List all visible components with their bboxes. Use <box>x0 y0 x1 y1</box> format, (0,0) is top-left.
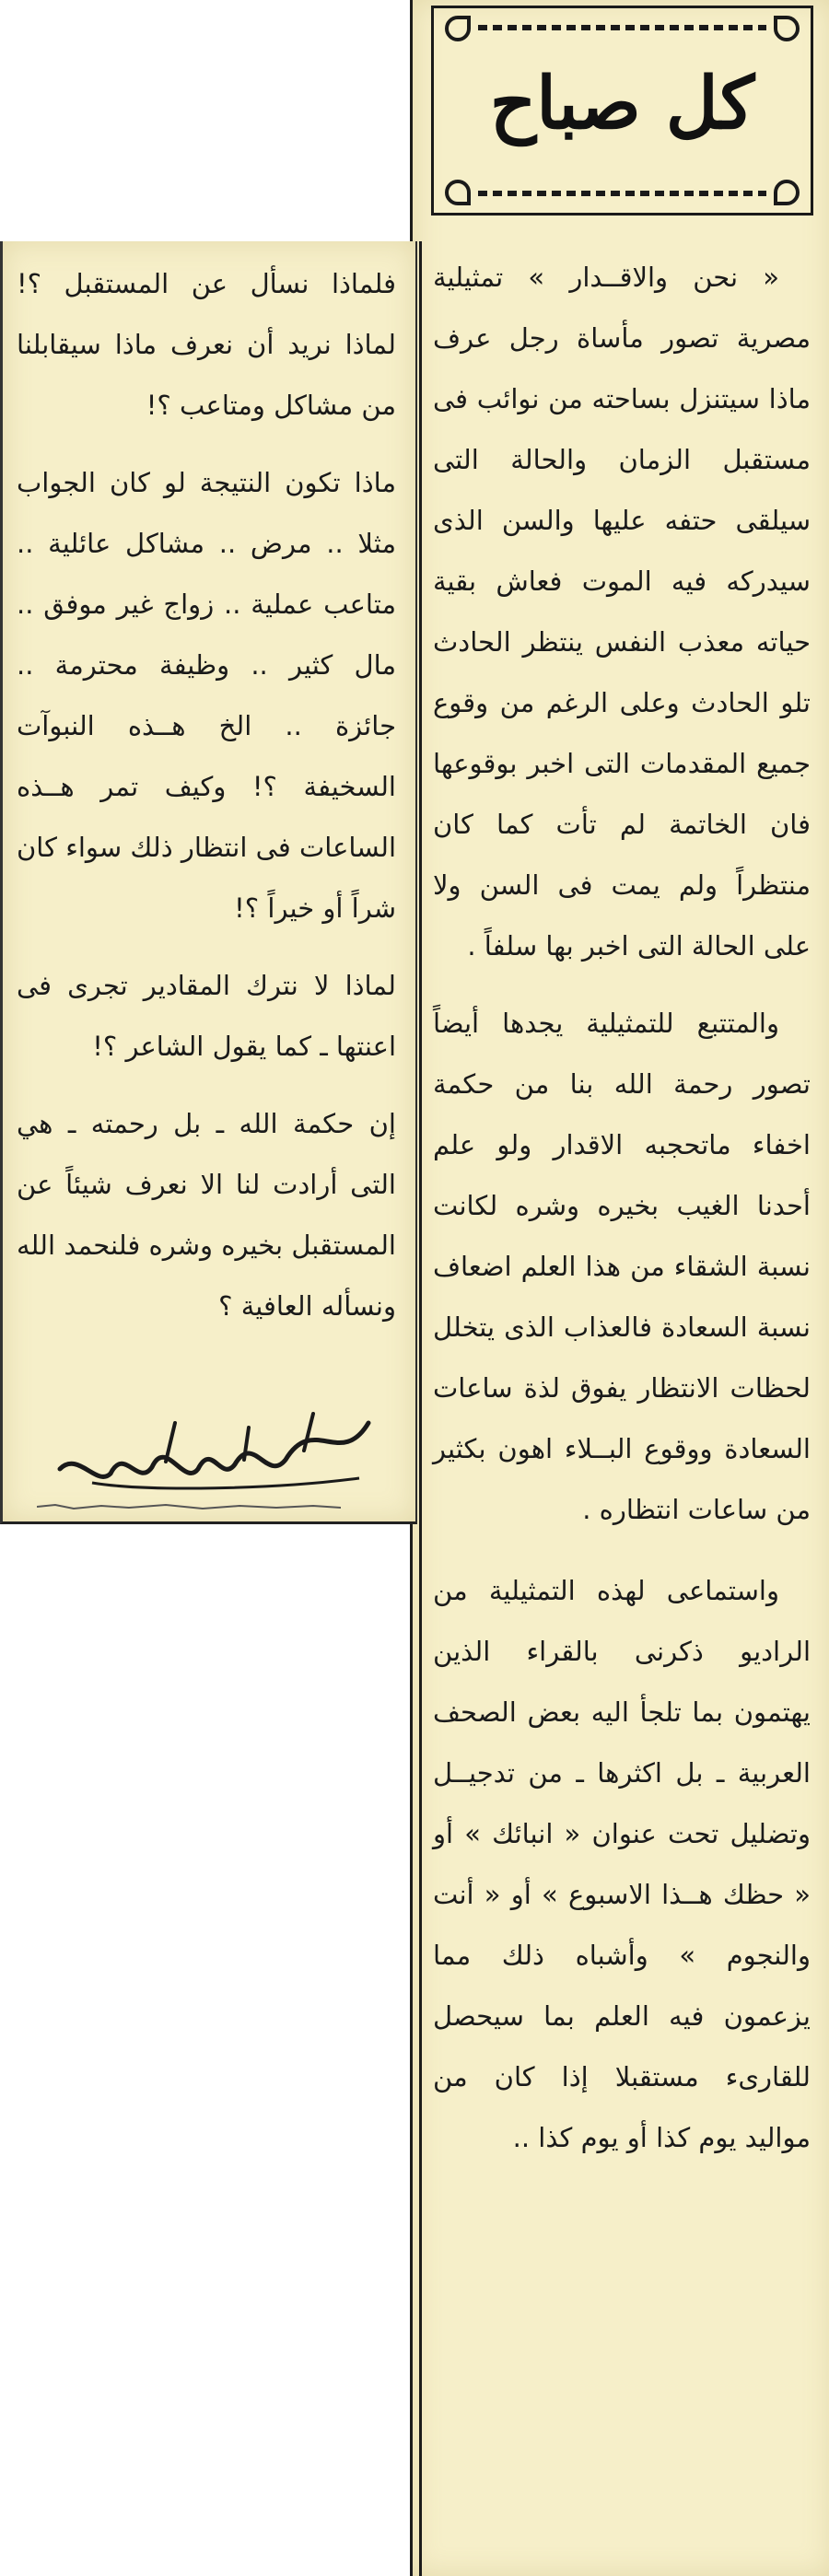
article-left-column <box>17 253 396 1353</box>
column-header-frame <box>431 6 813 216</box>
ornament-border-bottom <box>441 178 803 209</box>
ornament-corner-icon <box>772 12 803 43</box>
article-paragraph: « نحن والاقــدار » تمثيلية مصرية تصور مأساة رجل عرف ماذا سيتنزل بساحته من نوائب فى مستقبل الزمان والحالة التى سيلقى حتفه عليها والسن الذى سيدركه فيه الموت فعاش بقية حياته معذب النفس ينتظر الحادث تلو الحادث وعلى الرغم من وقوع جميع المقدمات التى اخبر بوقوعها فان الخاتمة لم تأت كما كان منتظراً ولم يمت فى السن ولا على الحالة التى اخبر بها سلفاً . <box>433 262 811 962</box>
article-right-column <box>433 247 811 2185</box>
article-paragraph: والمتتبع للتمثيلية يجدها أيضاً تصور رحمة الله بنا من حكمة اخفاء ماتحجبه الاقدار ولو علم أحدنا الغيب بخيره وشره لكانت نسبة الشقاء من هذا العلم اضعاف نسبة السعادة فالعذاب الذى يتخلل لحظات الانتظار يفوق لذة ساعات السعادة ووقوع البــلاء اهون بكثير من ساعات انتظاره . <box>433 1008 811 1525</box>
article-paragraph: فلماذا نسأل عن المستقبل ؟! لماذا نريد أن نعرف ماذا سيقابلنا من مشاكل ومتاعب ؟! <box>17 268 396 421</box>
ornament-corner-icon <box>772 178 803 209</box>
ornament-corner-icon <box>441 12 473 43</box>
article-paragraph: إن حكمة الله ـ بل رحمته ـ هي التى أرادت لنا الا نعرف شيئاً عن المستقبل بخيره وشره فلنحمد الله ونسأله العافية ؟ <box>17 1108 396 1322</box>
article-paragraph: واستماعى لهذه التمثيلية من الراديو ذكرنى بالقراء الذين يهتمون بما تلجأ اليه بعض الصحف العربية ـ بل اكثرها ـ من تدجيــل وتضليل تحت عنوان « انبائك » أو « حظك هــذا الاسبوع » أو « أنت والنجوم » وأشباه ذلك مما يزعمون فيه العلم بما سيحصل للقارىء مستقبلا إذا كان من مواليد يوم كذا أو يوم كذا .. <box>433 1575 811 2153</box>
ornament-border-top <box>441 12 803 43</box>
article-paragraph: ماذا تكون النتيجة لو كان الجواب مثلا .. مرض .. مشاكل عائلية .. متاعب عملية .. زواج غير موفق .. مال كثير .. وظيفة محترمة .. جائزة .. الخ هــذه النبوآت السخيفة ؟! وكيف تمر هــذه الساعات فى انتظار ذلك سواء كان شراً أو خيراً ؟! <box>17 467 396 924</box>
column-title: كل صباح <box>489 62 755 146</box>
torn-print-edge <box>37 1501 341 1512</box>
author-signature <box>37 1395 387 1497</box>
ornament-corner-icon <box>441 178 473 209</box>
article-paragraph: لماذا لا نترك المقادير تجرى فى اعنتها ـ كما يقول الشاعر ؟! <box>17 970 396 1062</box>
column-divider <box>419 241 422 2576</box>
